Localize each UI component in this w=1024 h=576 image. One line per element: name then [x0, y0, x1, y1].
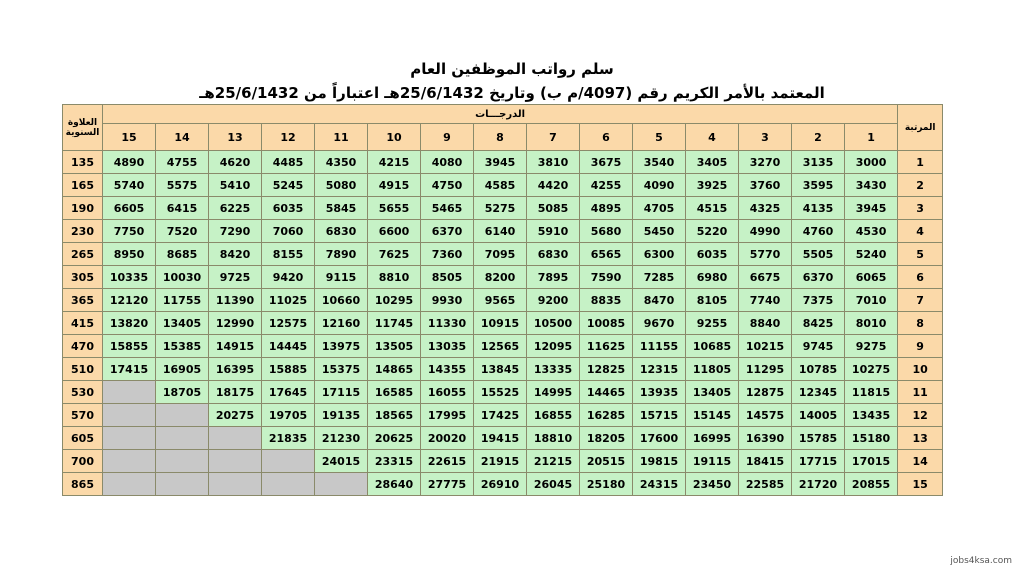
salary-cell: 7375 [792, 289, 845, 312]
table-header [63, 105, 943, 151]
salary-cell: 5740 [103, 174, 156, 197]
table-row [63, 404, 943, 427]
salary-cell: 21835 [262, 427, 315, 450]
salary-cell: 7060 [262, 220, 315, 243]
salary-cell: 6300 [633, 243, 686, 266]
salary-cell: 15715 [633, 404, 686, 427]
salary-cell: 7590 [580, 266, 633, 289]
salary-cell: 4515 [686, 197, 739, 220]
salary-cell: 12575 [262, 312, 315, 335]
rank-header: المرتبة [898, 105, 943, 151]
rank-cell: 7 [898, 289, 943, 312]
salary-cell: 7895 [527, 266, 580, 289]
salary-cell: 11755 [156, 289, 209, 312]
salary-cell: 4915 [368, 174, 421, 197]
salary-cell: 21720 [792, 473, 845, 496]
rank-cell: 6 [898, 266, 943, 289]
salary-cell: 13035 [421, 335, 474, 358]
salary-cell: 8470 [633, 289, 686, 312]
salary-cell: 9725 [209, 266, 262, 289]
salary-cell: 7010 [845, 289, 898, 312]
salary-cell: 24015 [315, 450, 368, 473]
salary-cell: 18205 [580, 427, 633, 450]
salary-cell: 3595 [792, 174, 845, 197]
annual-increment-cell: 605 [63, 427, 103, 450]
salary-cell: 3760 [739, 174, 792, 197]
salary-cell: 16055 [421, 381, 474, 404]
page-subtitle: المعتمد بالأمر الكريم رقم (4097/م ب) وتاريخ 25/6/1432هـ اعتباراً من 25/6/1432هـ [199, 84, 825, 102]
salary-cell: 4485 [262, 151, 315, 174]
salary-cell: 4350 [315, 151, 368, 174]
salary-cell: 10295 [368, 289, 421, 312]
salary-cell: 4420 [527, 174, 580, 197]
annual-increment-cell: 415 [63, 312, 103, 335]
salary-cell: 5505 [792, 243, 845, 266]
salary-cell: 19415 [474, 427, 527, 450]
salary-cell: 10685 [686, 335, 739, 358]
empty-cell [103, 404, 156, 427]
salary-cell: 4215 [368, 151, 421, 174]
salary-cell: 15525 [474, 381, 527, 404]
annual-increment-cell: 265 [63, 243, 103, 266]
salary-cell: 5655 [368, 197, 421, 220]
salary-cell: 20275 [209, 404, 262, 427]
salary-cell: 8420 [209, 243, 262, 266]
page-title: سلم رواتب الموظفين العام [410, 60, 614, 78]
table-row [63, 266, 943, 289]
salary-cell: 10215 [739, 335, 792, 358]
empty-cell [103, 427, 156, 450]
salary-cell: 6830 [315, 220, 368, 243]
salary-cell: 16855 [527, 404, 580, 427]
salary-cell: 8200 [474, 266, 527, 289]
salary-cell: 25180 [580, 473, 633, 496]
salary-cell: 4750 [421, 174, 474, 197]
salary-cell: 4090 [633, 174, 686, 197]
grade-header-cell: 7 [527, 124, 580, 151]
salary-cell: 11390 [209, 289, 262, 312]
salary-cell: 11295 [739, 358, 792, 381]
salary-cell: 10085 [580, 312, 633, 335]
salary-cell: 8810 [368, 266, 421, 289]
table-row [63, 174, 943, 197]
salary-cell: 17995 [421, 404, 474, 427]
salary-cell: 9565 [474, 289, 527, 312]
salary-cell: 17425 [474, 404, 527, 427]
annual-increment-cell: 135 [63, 151, 103, 174]
table-row [63, 151, 943, 174]
grades-header: الدرجـــات [103, 105, 898, 124]
empty-cell [209, 450, 262, 473]
salary-cell: 20625 [368, 427, 421, 450]
salary-cell: 15375 [315, 358, 368, 381]
salary-cell: 3405 [686, 151, 739, 174]
salary-cell: 4080 [421, 151, 474, 174]
salary-cell: 20855 [845, 473, 898, 496]
empty-cell [156, 473, 209, 496]
increment-header [63, 105, 103, 151]
grade-header-cell: 13 [209, 124, 262, 151]
table-row [63, 289, 943, 312]
salary-cell: 10660 [315, 289, 368, 312]
salary-cell: 3675 [580, 151, 633, 174]
salary-cell: 6980 [686, 266, 739, 289]
grade-number-row [63, 124, 943, 151]
salary-cell: 7290 [209, 220, 262, 243]
salary-cell: 16905 [156, 358, 209, 381]
salary-cell: 9745 [792, 335, 845, 358]
salary-cell: 12095 [527, 335, 580, 358]
salary-cell: 10275 [845, 358, 898, 381]
salary-cell: 5910 [527, 220, 580, 243]
empty-cell [262, 473, 315, 496]
salary-cell: 14005 [792, 404, 845, 427]
empty-cell [209, 427, 262, 450]
salary-cell: 15785 [792, 427, 845, 450]
salary-cell: 7360 [421, 243, 474, 266]
salary-cell: 11815 [845, 381, 898, 404]
salary-cell: 6035 [686, 243, 739, 266]
salary-cell: 12120 [103, 289, 156, 312]
rank-cell: 10 [898, 358, 943, 381]
salary-cell: 6140 [474, 220, 527, 243]
grade-header-cell: 12 [262, 124, 315, 151]
salary-cell: 3000 [845, 151, 898, 174]
salary-cell: 14465 [580, 381, 633, 404]
salary-cell: 4760 [792, 220, 845, 243]
grade-header-cell: 2 [792, 124, 845, 151]
salary-cell: 12565 [474, 335, 527, 358]
salary-cell: 6675 [739, 266, 792, 289]
salary-cell: 13820 [103, 312, 156, 335]
salary-cell: 3945 [845, 197, 898, 220]
salary-cell: 10915 [474, 312, 527, 335]
salary-cell: 4620 [209, 151, 262, 174]
salary-cell: 19705 [262, 404, 315, 427]
salary-cell: 28640 [368, 473, 421, 496]
salary-cell: 17115 [315, 381, 368, 404]
empty-cell [103, 450, 156, 473]
salary-scale-table [62, 104, 943, 496]
watermark: jobs4ksa.com [950, 556, 1012, 566]
annual-increment-cell: 865 [63, 473, 103, 496]
salary-cell: 14575 [739, 404, 792, 427]
salary-cell: 18175 [209, 381, 262, 404]
salary-cell: 4585 [474, 174, 527, 197]
salary-cell: 11330 [421, 312, 474, 335]
salary-cell: 13335 [527, 358, 580, 381]
salary-cell: 24315 [633, 473, 686, 496]
salary-cell: 13405 [156, 312, 209, 335]
salary-cell: 19815 [633, 450, 686, 473]
salary-cell: 7890 [315, 243, 368, 266]
salary-cell: 5680 [580, 220, 633, 243]
salary-cell: 18705 [156, 381, 209, 404]
salary-cell: 22585 [739, 473, 792, 496]
salary-cell: 3270 [739, 151, 792, 174]
salary-cell: 5410 [209, 174, 262, 197]
table-row [63, 358, 943, 381]
salary-cell: 14995 [527, 381, 580, 404]
annual-increment-cell: 530 [63, 381, 103, 404]
salary-cell: 14445 [262, 335, 315, 358]
table-row [63, 243, 943, 266]
rank-cell: 15 [898, 473, 943, 496]
salary-cell: 6415 [156, 197, 209, 220]
rank-cell: 8 [898, 312, 943, 335]
salary-cell: 4325 [739, 197, 792, 220]
annual-increment-cell: 470 [63, 335, 103, 358]
salary-cell: 3430 [845, 174, 898, 197]
salary-cell: 15180 [845, 427, 898, 450]
salary-cell: 18415 [739, 450, 792, 473]
grade-header-cell: 4 [686, 124, 739, 151]
salary-cell: 14915 [209, 335, 262, 358]
salary-cell: 15855 [103, 335, 156, 358]
salary-cell: 5770 [739, 243, 792, 266]
salary-cell: 12875 [739, 381, 792, 404]
annual-increment-cell: 510 [63, 358, 103, 381]
salary-cell: 8425 [792, 312, 845, 335]
table-row [63, 335, 943, 358]
grade-header-cell: 9 [421, 124, 474, 151]
table-row [63, 220, 943, 243]
salary-cell: 12990 [209, 312, 262, 335]
salary-cell: 23315 [368, 450, 421, 473]
salary-cell: 11155 [633, 335, 686, 358]
salary-cell: 15885 [262, 358, 315, 381]
salary-cell: 4895 [580, 197, 633, 220]
empty-cell [156, 450, 209, 473]
salary-cell: 16285 [580, 404, 633, 427]
annual-increment-cell: 365 [63, 289, 103, 312]
salary-cell: 17645 [262, 381, 315, 404]
rank-cell: 5 [898, 243, 943, 266]
salary-cell: 5245 [262, 174, 315, 197]
salary-cell: 16390 [739, 427, 792, 450]
salary-cell: 3135 [792, 151, 845, 174]
salary-cell: 11805 [686, 358, 739, 381]
grade-header-cell: 14 [156, 124, 209, 151]
salary-cell: 16995 [686, 427, 739, 450]
salary-cell: 11025 [262, 289, 315, 312]
empty-cell [262, 450, 315, 473]
salary-cell: 13845 [474, 358, 527, 381]
salary-cell: 6600 [368, 220, 421, 243]
rank-cell: 12 [898, 404, 943, 427]
salary-cell: 13435 [845, 404, 898, 427]
salary-cell: 11625 [580, 335, 633, 358]
annual-increment-cell: 165 [63, 174, 103, 197]
grade-header-cell: 1 [845, 124, 898, 151]
salary-cell: 26045 [527, 473, 580, 496]
salary-cell: 19115 [686, 450, 739, 473]
rank-cell: 9 [898, 335, 943, 358]
grade-header-cell: 5 [633, 124, 686, 151]
empty-cell [156, 404, 209, 427]
salary-cell: 4530 [845, 220, 898, 243]
salary-cell: 5220 [686, 220, 739, 243]
salary-cell: 18810 [527, 427, 580, 450]
salary-cell: 8835 [580, 289, 633, 312]
salary-cell: 13975 [315, 335, 368, 358]
salary-cell: 17600 [633, 427, 686, 450]
empty-cell [209, 473, 262, 496]
annual-increment-cell: 230 [63, 220, 103, 243]
salary-cell: 8950 [103, 243, 156, 266]
table-row [63, 312, 943, 335]
salary-cell: 3540 [633, 151, 686, 174]
rank-cell: 2 [898, 174, 943, 197]
empty-cell [103, 381, 156, 404]
salary-cell: 9255 [686, 312, 739, 335]
salary-cell: 17015 [845, 450, 898, 473]
salary-cell: 8155 [262, 243, 315, 266]
salary-cell: 12315 [633, 358, 686, 381]
salary-cell: 8505 [421, 266, 474, 289]
salary-cell: 18565 [368, 404, 421, 427]
salary-cell: 4255 [580, 174, 633, 197]
salary-cell: 5085 [527, 197, 580, 220]
salary-cell: 16395 [209, 358, 262, 381]
rank-cell: 11 [898, 381, 943, 404]
salary-cell: 15145 [686, 404, 739, 427]
salary-cell: 3810 [527, 151, 580, 174]
salary-cell: 4135 [792, 197, 845, 220]
grade-header-cell: 6 [580, 124, 633, 151]
salary-cell: 19135 [315, 404, 368, 427]
empty-cell [315, 473, 368, 496]
salary-cell: 20020 [421, 427, 474, 450]
empty-cell [103, 473, 156, 496]
grade-header-cell: 15 [103, 124, 156, 151]
salary-cell: 5080 [315, 174, 368, 197]
salary-cell: 4990 [739, 220, 792, 243]
salary-cell: 17715 [792, 450, 845, 473]
salary-cell: 10335 [103, 266, 156, 289]
grade-header-cell: 10 [368, 124, 421, 151]
salary-cell: 3925 [686, 174, 739, 197]
salary-cell: 10500 [527, 312, 580, 335]
rank-cell: 14 [898, 450, 943, 473]
salary-cell: 17415 [103, 358, 156, 381]
salary-cell: 6830 [527, 243, 580, 266]
salary-cell: 21230 [315, 427, 368, 450]
salary-cell: 8105 [686, 289, 739, 312]
table-row [63, 427, 943, 450]
salary-cell: 8685 [156, 243, 209, 266]
salary-cell: 12345 [792, 381, 845, 404]
salary-cell: 7520 [156, 220, 209, 243]
table-row [63, 473, 943, 496]
salary-cell: 4705 [633, 197, 686, 220]
empty-cell [156, 427, 209, 450]
salary-cell: 6605 [103, 197, 156, 220]
salary-cell: 5575 [156, 174, 209, 197]
rank-cell: 3 [898, 197, 943, 220]
salary-cell: 12825 [580, 358, 633, 381]
salary-cell: 6035 [262, 197, 315, 220]
salary-cell: 13935 [633, 381, 686, 404]
salary-cell: 8010 [845, 312, 898, 335]
rank-cell: 13 [898, 427, 943, 450]
salary-cell: 7750 [103, 220, 156, 243]
table-body [63, 151, 943, 496]
table-row [63, 197, 943, 220]
salary-cell: 4890 [103, 151, 156, 174]
salary-cell: 9275 [845, 335, 898, 358]
rank-cell: 4 [898, 220, 943, 243]
annual-increment-cell: 305 [63, 266, 103, 289]
salary-cell: 16585 [368, 381, 421, 404]
salary-cell: 6565 [580, 243, 633, 266]
increment-header-line2: السنوية [65, 127, 100, 138]
salary-cell: 11745 [368, 312, 421, 335]
salary-cell: 5240 [845, 243, 898, 266]
salary-cell: 6225 [209, 197, 262, 220]
grade-header-cell: 3 [739, 124, 792, 151]
salary-cell: 13405 [686, 381, 739, 404]
salary-cell: 14355 [421, 358, 474, 381]
salary-cell: 26910 [474, 473, 527, 496]
salary-cell: 21215 [527, 450, 580, 473]
salary-cell: 23450 [686, 473, 739, 496]
salary-cell: 9115 [315, 266, 368, 289]
salary-cell: 13505 [368, 335, 421, 358]
increment-header-line1: العلاوة [67, 117, 98, 128]
annual-increment-cell: 700 [63, 450, 103, 473]
salary-cell: 14865 [368, 358, 421, 381]
salary-cell: 22615 [421, 450, 474, 473]
salary-cell: 5275 [474, 197, 527, 220]
salary-cell: 27775 [421, 473, 474, 496]
grade-header-cell: 8 [474, 124, 527, 151]
salary-cell: 4755 [156, 151, 209, 174]
annual-increment-cell: 570 [63, 404, 103, 427]
salary-cell: 7625 [368, 243, 421, 266]
salary-cell: 9420 [262, 266, 315, 289]
grade-header-cell: 11 [315, 124, 368, 151]
salary-cell: 12160 [315, 312, 368, 335]
table-row [63, 450, 943, 473]
salary-cell: 15385 [156, 335, 209, 358]
salary-cell: 9200 [527, 289, 580, 312]
annual-increment-cell: 190 [63, 197, 103, 220]
salary-cell: 10030 [156, 266, 209, 289]
salary-cell: 6370 [421, 220, 474, 243]
salary-cell: 6065 [845, 266, 898, 289]
salary-cell: 3945 [474, 151, 527, 174]
salary-cell: 20515 [580, 450, 633, 473]
salary-cell: 8840 [739, 312, 792, 335]
salary-cell: 7095 [474, 243, 527, 266]
salary-cell: 7285 [633, 266, 686, 289]
salary-cell: 5450 [633, 220, 686, 243]
salary-cell: 21915 [474, 450, 527, 473]
salary-cell: 9670 [633, 312, 686, 335]
salary-cell: 7740 [739, 289, 792, 312]
salary-cell: 5845 [315, 197, 368, 220]
salary-cell: 10785 [792, 358, 845, 381]
rank-cell: 1 [898, 151, 943, 174]
salary-cell: 6370 [792, 266, 845, 289]
salary-cell: 9930 [421, 289, 474, 312]
salary-cell: 5465 [421, 197, 474, 220]
table-row [63, 381, 943, 404]
